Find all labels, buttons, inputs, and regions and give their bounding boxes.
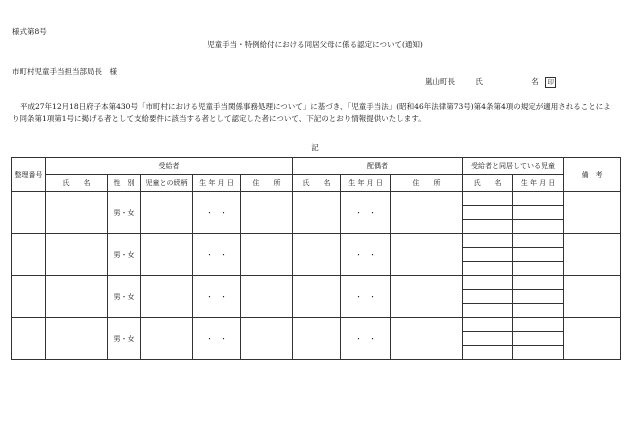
haigu-birth-cell: ・ ・: [341, 318, 391, 360]
child-name-cell: [463, 276, 513, 290]
header-birth: 生 年 月 日: [193, 175, 241, 192]
haigu-birth-cell: ・ ・: [341, 192, 391, 234]
jukyu-name-cell: [46, 234, 108, 276]
biko-cell: [564, 234, 621, 276]
child-birth-cell: [513, 220, 564, 234]
child-birth-cell: [513, 234, 564, 248]
sender-org: 嵐山町長: [425, 77, 455, 86]
child-name-cell: [463, 206, 513, 220]
child-name-cell: [463, 220, 513, 234]
body-paragraph: 平成27年12月18日府子本第430号「市町村における児童手当関係事務処理について」に基づき、「児童手当法」(昭和46年法律第73号)第4条第4項の規定が適用されることにより同条第1項第1号に掲げる者として支給要件に該当する者として認定した者について、下記のとおり情報提供いたします。: [12, 102, 611, 123]
child-name-cell: [463, 262, 513, 276]
haigu-address-cell: [391, 276, 463, 318]
birth-cell: ・ ・: [193, 276, 241, 318]
biko-cell: [564, 318, 621, 360]
child-birth-cell: [513, 290, 564, 304]
header-address: 住 所: [241, 175, 293, 192]
table-row: [12, 276, 621, 290]
seiri-cell: [12, 192, 46, 234]
document-title: 児童手当・特例給付における同居父母に係る認定について(通知): [207, 40, 423, 49]
jukyu-name-cell: [46, 276, 108, 318]
address-cell: [241, 234, 293, 276]
sender-mei: 名: [531, 77, 539, 86]
header-child: 受給者と同居している児童: [463, 158, 564, 175]
child-birth-cell: [513, 304, 564, 318]
header-child-name: 氏 名: [463, 175, 513, 192]
child-name-cell: [463, 290, 513, 304]
child-name-cell: [463, 304, 513, 318]
table-row: [12, 234, 621, 248]
jukyu-name-cell: [46, 318, 108, 360]
birth-cell: ・ ・: [193, 192, 241, 234]
table-row: [12, 318, 621, 332]
seiri-cell: [12, 276, 46, 318]
child-birth-cell: [513, 332, 564, 346]
birth-cell: ・ ・: [193, 318, 241, 360]
header-relation: 児童との続柄: [141, 175, 193, 192]
relation-cell: [141, 318, 193, 360]
biko-cell: [564, 276, 621, 318]
haigu-birth-cell: ・ ・: [341, 276, 391, 318]
haigu-address-cell: [391, 318, 463, 360]
address-cell: [241, 192, 293, 234]
child-birth-cell: [513, 276, 564, 290]
address-cell: [241, 318, 293, 360]
addressee: 市町村児童手当担当部局長 様: [12, 67, 117, 76]
header-haigu: 配偶者: [293, 158, 463, 175]
jukyu-name-cell: [46, 192, 108, 234]
seiri-cell: [12, 234, 46, 276]
haigu-name-cell: [293, 192, 341, 234]
header-jukyu: 受給者: [46, 158, 293, 175]
header-name: 氏 名: [46, 175, 108, 192]
header-seiri: 整理番号: [12, 158, 46, 192]
address-cell: [241, 276, 293, 318]
header-name2: 氏 名: [293, 175, 341, 192]
table-row: [12, 192, 621, 206]
child-name-cell: [463, 318, 513, 332]
relation-cell: [141, 276, 193, 318]
sex-cell: 男・女: [108, 192, 141, 234]
child-birth-cell: [513, 248, 564, 262]
header-sex: 性 別: [108, 175, 141, 192]
child-birth-cell: [513, 262, 564, 276]
sex-cell: 男・女: [108, 318, 141, 360]
child-name-cell: [463, 248, 513, 262]
child-birth-cell: [513, 192, 564, 206]
child-name-cell: [463, 332, 513, 346]
seiri-cell: [12, 318, 46, 360]
form-number: 様式第8号: [12, 27, 47, 36]
sex-cell: 男・女: [108, 276, 141, 318]
biko-cell: [564, 192, 621, 234]
haigu-birth-cell: ・ ・: [341, 234, 391, 276]
child-name-cell: [463, 346, 513, 360]
header-birth2: 生 年 月 日: [341, 175, 391, 192]
sender-shi: 氏: [475, 77, 483, 86]
child-name-cell: [463, 192, 513, 206]
child-birth-cell: [513, 318, 564, 332]
header-biko: 備 考: [564, 158, 621, 192]
child-name-cell: [463, 234, 513, 248]
ki-heading: 記: [311, 143, 319, 152]
haigu-address-cell: [391, 234, 463, 276]
seal-mark: 印: [545, 77, 556, 88]
certification-table: [11, 157, 621, 360]
birth-cell: ・ ・: [193, 234, 241, 276]
haigu-name-cell: [293, 318, 341, 360]
child-birth-cell: [513, 206, 564, 220]
sender-line: [425, 77, 574, 88]
header-address2: 住 所: [391, 175, 463, 192]
sex-cell: 男・女: [108, 234, 141, 276]
haigu-name-cell: [293, 276, 341, 318]
relation-cell: [141, 192, 193, 234]
haigu-address-cell: [391, 192, 463, 234]
relation-cell: [141, 234, 193, 276]
child-birth-cell: [513, 346, 564, 360]
haigu-name-cell: [293, 234, 341, 276]
header-child-birth: 生 年 月 日: [513, 175, 564, 192]
